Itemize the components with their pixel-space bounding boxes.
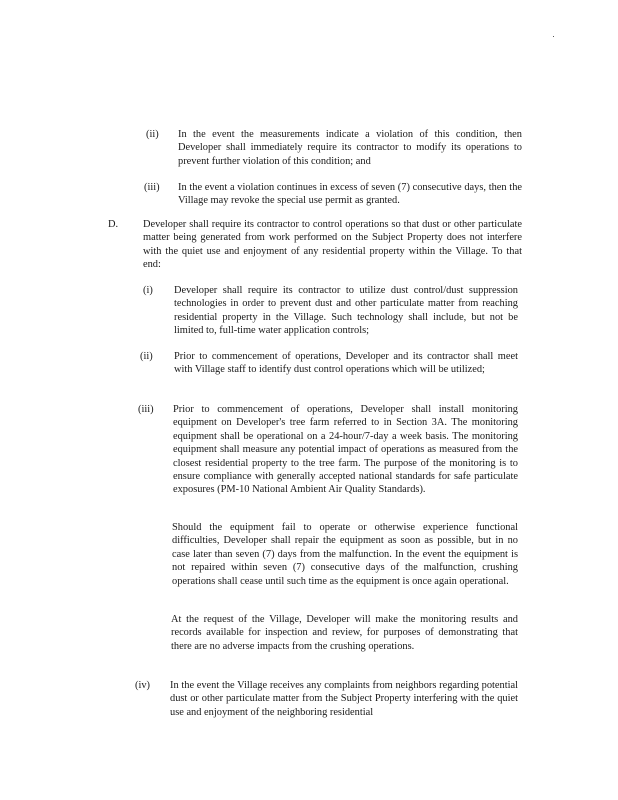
paragraph: Prior to commencement of operations, Developer shall install monitoring equipment on Developer's tree farm referred to in Section 3A. The monitoring equipment shall be operational on a 24-hour/7-day a week basis. The monitoring equipment shall measure any potential impact of operations as measured from the closest residential property to the tree farm. The purpose of the monitoring is to ensure compliance with generally accepted national standards for safe particulate exposures (PM-10 National Ambient Air Quality Standards). <box>173 404 518 496</box>
paragraph: Developer shall require its contractor to utilize dust control/dust suppression technologies in order to prevent dust and other particulate matter from reaching residential property in the Village. Such technology shall include, but not be limited to, full-time water application controls; <box>174 285 518 337</box>
item-marker: (iv) <box>135 680 151 691</box>
paragraph: At the request of the Village, Developer will make the monitoring results and records available for inspection and review, for purposes of demonstrating that there are no adverse impacts from the crushing operations. <box>171 614 518 652</box>
paragraph: In the event the measurements indicate a violation of this condition, then Developer shall immediately require its contractor to modify its operations to prevent further violation of this condition; and <box>178 129 522 167</box>
paragraph: In the event a violation continues in excess of seven (7) consecutive days, then the Village may revoke the special use permit as granted. <box>178 182 522 207</box>
item-marker: (iii) <box>138 404 154 415</box>
paragraph: Prior to commencement of operations, Developer and its contractor shall meet with Village staff to identify dust control operations which will be utilized; <box>174 351 518 376</box>
item-marker: (i) <box>143 285 153 296</box>
item-marker: (ii) <box>146 129 159 140</box>
item-marker: (ii) <box>140 351 153 362</box>
paragraph: Should the equipment fail to operate or otherwise experience functional difficulties, Developer shall repair the equipment as soon as possible, but in no case later than seven (7) days from the malfunction. In the event the equipment is not repaired within seven (7) consecutive days of the malfunction, crushing operations shall cease until such time as the equipment is once again operational. <box>172 522 518 587</box>
paragraph: Developer shall require its contractor to control operations so that dust or other particulate matter being generated from work performed on the Subject Property does not interfere with the quiet use and enjoyment of any residential property within the Village. To that end: <box>143 219 522 271</box>
item-marker: (iii) <box>144 182 160 193</box>
scan-speck <box>553 36 554 37</box>
paragraph: In the event the Village receives any complaints from neighbors regarding potential dust or other particulate matter from the Subject Property interfering with the quiet use and enjoyment of the neighboring residential <box>170 680 518 718</box>
section-marker: D. <box>108 219 119 230</box>
